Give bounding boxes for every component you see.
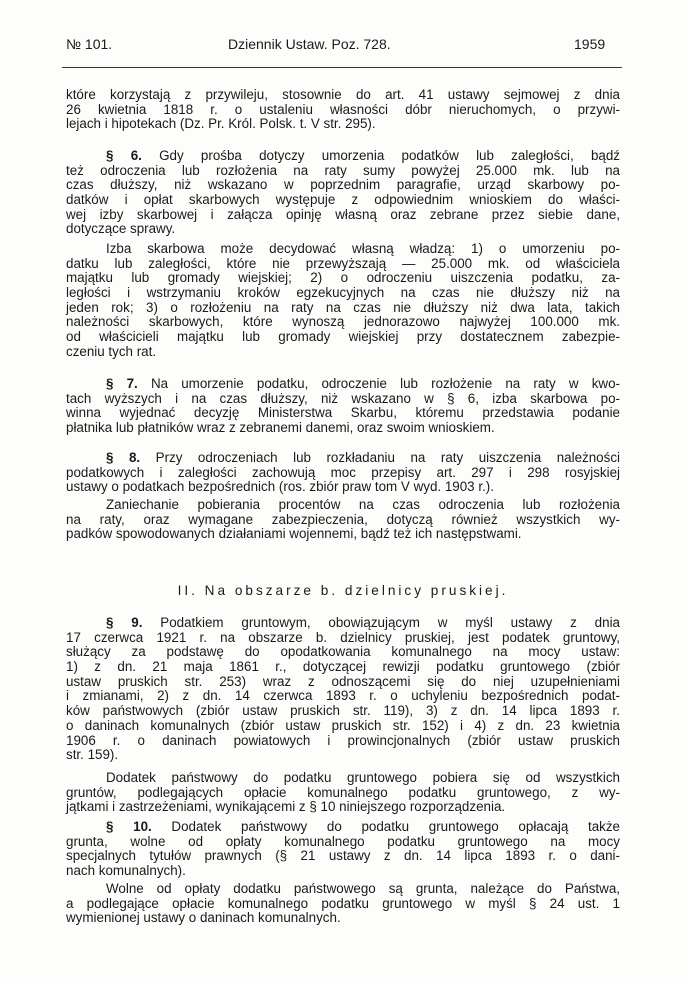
- line-text: Podatkiem gruntowym, obowiązującym w myśl ustawy z dnia: [160, 615, 620, 630]
- line-text: Wolne od opłaty dodatku państwowego są grunta, należące do Państwa,: [106, 881, 620, 896]
- text-line: [66, 421, 620, 436]
- text-line: [66, 660, 620, 675]
- text-line: [66, 820, 620, 835]
- page-number: 1959: [574, 36, 606, 52]
- section-number: § 8.: [106, 450, 156, 465]
- line-text: specjalnych tytułów prawnych (§ 21 ustawy z dn. 14 lipca 1893 r. o dani-: [66, 848, 620, 864]
- journal-title: Dziennik Ustaw. Poz. 728.: [228, 36, 391, 52]
- line-text: które korzystają z przywileju, stosownie do art. 41 ustawy sejmowej z dnia: [66, 87, 620, 102]
- text-line: [66, 748, 620, 763]
- line-text: ustawy o podatkach bezpośrednich (ros. zbiór praw tom V wyd. 1903 r.).: [66, 479, 494, 495]
- text-line: [66, 164, 620, 179]
- line-text: o daninach komunalnych (zbiór ustaw pruskich str. 152) i 4) z dn. 23 kwietnia: [66, 717, 620, 733]
- text-line: [66, 675, 620, 690]
- text-line: [66, 315, 620, 330]
- text-line: [66, 345, 620, 360]
- text-line: [66, 835, 620, 850]
- line-text: grunta, wolne od opłaty komunalnego podatku gruntowego na mocy: [66, 833, 620, 849]
- line-text: gruntów, podlegających opłacie komunalnego podatku gruntowego, z wy-: [66, 784, 620, 800]
- line-text: Izba skarbowa może decydować własną władzą: 1) o umorzeniu po-: [106, 241, 620, 256]
- text-line: [66, 301, 620, 316]
- line-text: czas dłuższy, niż wskazano w poprzednim paragrafie, urząd skarbowy po-: [66, 177, 620, 193]
- line-text: Dodatek państwowy do podatku gruntowego opłacają także: [171, 819, 620, 834]
- text-line: [66, 208, 620, 223]
- line-text: ległości i wstrzymaniu kroków egzekucyjnych na czas nie dłuższy niż na: [66, 285, 620, 301]
- section-number: § 6.: [106, 148, 160, 163]
- line-text: 17 czerwca 1921 r. na obszarze b. dzielnicy pruskiej, jest podatek gruntowy,: [66, 629, 620, 645]
- line-text: płatnika lub płatników wraz z zebranemi danemi, oraz swoim wnioskiem.: [66, 420, 495, 436]
- line-text: jątkami i zastrzeżeniami, wynikającemi z § 10 niniejszego rozporządzenia.: [66, 799, 506, 815]
- line-text: na raty, oraz wymagane zabezpieczenia, dotyczą również wszystkich wy-: [66, 511, 620, 527]
- text-line: [66, 897, 620, 912]
- text-line: [66, 480, 620, 495]
- text-line: [66, 222, 620, 237]
- paragraph-section-10: [66, 820, 620, 879]
- text-line: [66, 631, 620, 646]
- line-text: Gdy prośba dotyczy umorzenia podatków lub zaległości, bądź: [159, 148, 620, 163]
- text-line: [66, 849, 620, 864]
- text-line: [66, 800, 620, 815]
- line-text: dotyczące sprawy.: [66, 221, 176, 237]
- text-line: [66, 513, 620, 528]
- header-rule: [62, 67, 622, 68]
- section-number: § 7.: [106, 376, 151, 391]
- paragraph-wolne: [66, 882, 620, 926]
- text-line: [66, 498, 620, 513]
- paragraph-dodatek: [66, 771, 620, 815]
- line-text: wymienionej ustawy o daninach komunalnych.: [66, 910, 341, 926]
- text-line: [66, 406, 620, 421]
- line-text: i zmianami, 2) z dn. 14 czerwca 1893 r. o uchyleniu bezpośrednich podat-: [66, 688, 620, 704]
- text-line: [66, 864, 620, 879]
- text-line: [66, 771, 620, 786]
- text-line: [66, 257, 620, 272]
- line-text: datków i opłat skarbowych występuje z odpowiednim wnioskiem do właści-: [66, 192, 620, 208]
- text-line: [66, 178, 620, 193]
- paragraph-section-8: [66, 451, 620, 495]
- text-line: [66, 451, 620, 466]
- line-text: Zaniechanie pobierania procentów na czas odroczenia lub rozłożenia: [106, 497, 620, 512]
- section-number: § 9.: [106, 615, 161, 630]
- paragraph-section-6: [66, 149, 620, 237]
- line-text: wej izby skarbowej i załącza opinję własną oraz zebrane przez siebie dane,: [66, 206, 620, 222]
- paragraph-izba-skarbowa: [66, 242, 620, 360]
- text-line: [66, 645, 620, 660]
- text-line: [66, 719, 620, 734]
- line-text: 1) z dn. 21 maja 1861 r., dotyczącej rewizji podatku gruntowego (zbiór: [66, 659, 620, 675]
- text-line: [66, 242, 620, 257]
- text-line: [66, 466, 620, 481]
- text-line: [66, 103, 620, 118]
- line-text: Przy odroczeniach lub rozkładaniu na raty uiszczenia należności: [155, 450, 620, 465]
- line-text: podatkowych i zaległości zachowują moc przepisy art. 297 i 298 rosyjskiej: [66, 464, 620, 480]
- line-text: Dodatek państwowy do podatku gruntowego pobiera się od wszystkich: [106, 770, 620, 785]
- text-line: [66, 392, 620, 407]
- text-line: [66, 377, 620, 392]
- line-text: jeden rok; 3) o rozłożeniu na raty na czas nie dłuższy niż dwa lata, takich: [66, 299, 620, 315]
- paragraph-continuation: [66, 88, 620, 132]
- chapter-heading: II. Na obszarze b. dzielnicy pruskiej.: [177, 583, 509, 598]
- text-line: [66, 689, 620, 704]
- line-text: ustaw pruskich str. 253) wraz z odnoszącemi się do niej uzupełnieniami: [66, 673, 620, 689]
- line-text: Na umorzenie podatku, odroczenie lub rozłożenie na raty w kwo-: [150, 376, 620, 391]
- line-text: datku lub zaległości, które nie przewyższają — 25.000 mk. od właściciela: [66, 255, 620, 271]
- text-line: [66, 286, 620, 301]
- text-line: [66, 88, 620, 103]
- paragraph-section-7: [66, 377, 620, 436]
- line-text: tach wyższych i na czas dłuższy, niż wskazano w § 6, izba skarbowa po-: [66, 390, 620, 406]
- line-text: majątku lub gromady wiejskiej; 2) o odroczeniu uiszczenia podatku, za-: [66, 270, 620, 286]
- text-line: [66, 704, 620, 719]
- line-text: czeniu tych rat.: [66, 343, 157, 359]
- line-text: winna wyjednać decyzję Ministerstwa Skarbu, któremu przedstawia podanie: [66, 405, 620, 421]
- line-text: też odroczenia lub rozłożenia na raty sumy powyżej 25.000 mk. lub na: [66, 162, 620, 178]
- line-text: padków spowodowanych działaniami wojennemi, bądź też ich następstwami.: [66, 526, 522, 542]
- text-line: [66, 786, 620, 801]
- line-text: str. 159).: [66, 747, 119, 763]
- text-line: [66, 117, 620, 132]
- line-text: 1906 r. o daninach powiatowych i prowincjonalnych (zbiór ustaw pruskich: [66, 732, 620, 748]
- line-text: lejach i hipotekach (Dz. Pr. Król. Polsk. t. V str. 295).: [66, 116, 376, 132]
- paragraph-section-9: [66, 616, 620, 763]
- line-text: służący za podstawę do opodatkowania komunalnego na mocy ustaw:: [66, 644, 620, 660]
- text-line: [66, 271, 620, 286]
- section-number: § 10.: [106, 819, 172, 834]
- text-line: [66, 616, 620, 631]
- text-line: [66, 911, 620, 926]
- text-line: [66, 330, 620, 345]
- issue-number: № 101.: [66, 36, 113, 52]
- text-line: [66, 527, 620, 542]
- text-line: [66, 882, 620, 897]
- line-text: nach komunalnych).: [66, 863, 186, 879]
- text-line: [66, 734, 620, 749]
- text-line: [66, 193, 620, 208]
- line-text: od właścicieli majątku lub gromady wiejskiej przy dostatecznem zabezpie-: [66, 329, 620, 345]
- paragraph-zaniechanie: [66, 498, 620, 542]
- line-text: 26 kwietnia 1818 r. o ustaleniu własności dóbr nieruchomych, o przywi-: [66, 101, 620, 117]
- line-text: ków państwowych (zbiór ustaw pruskich str. 119), 3) z dn. 14 lipca 1893 r.: [66, 703, 620, 719]
- text-line: [66, 149, 620, 164]
- line-text: należności skarbowych, które wynoszą jednorazowo najwyżej 100.000 mk.: [66, 314, 620, 330]
- line-text: a podlegające opłacie komunalnego podatku gruntowego w myśl § 24 ust. 1: [66, 895, 620, 911]
